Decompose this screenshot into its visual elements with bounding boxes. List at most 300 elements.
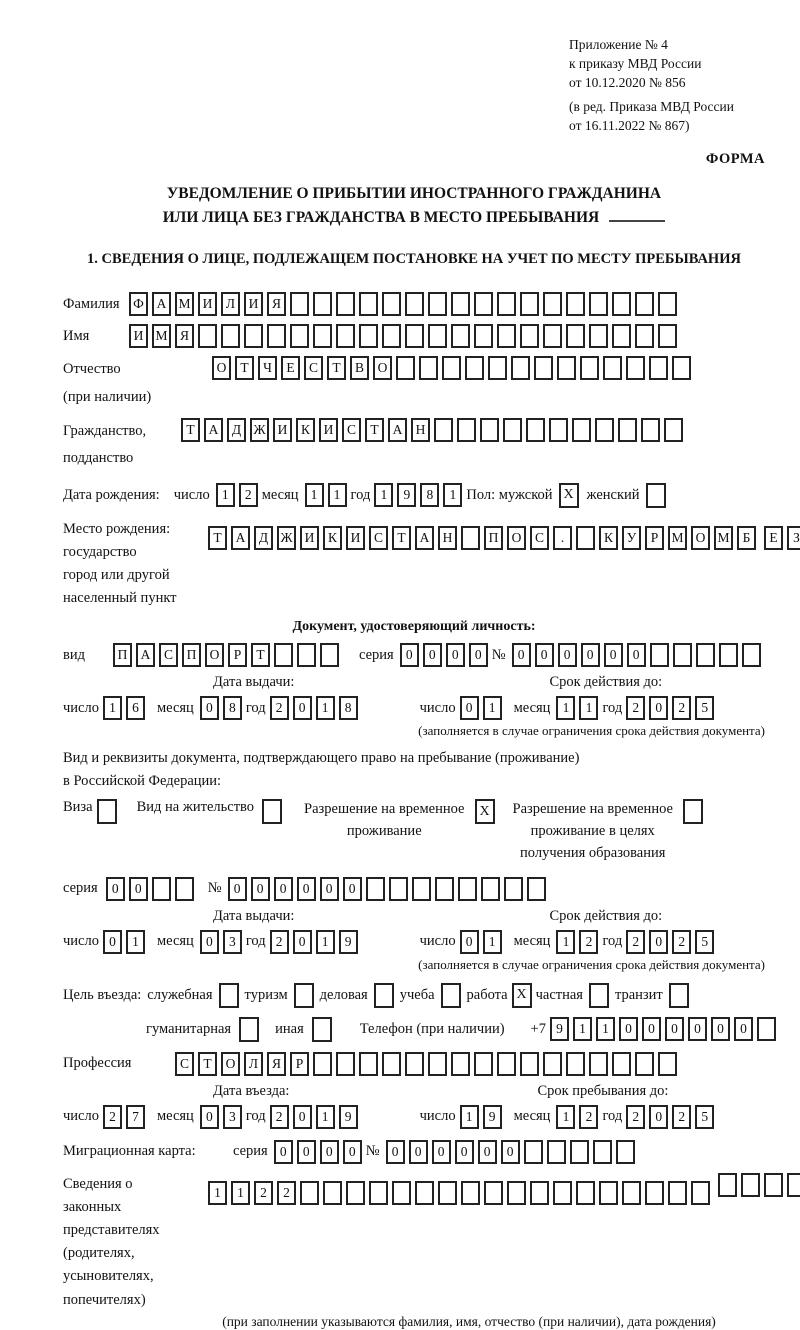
form-cell[interactable]: 0 [619,1017,638,1041]
form-cell[interactable] [527,877,546,901]
form-cell[interactable]: Р [228,643,247,667]
form-cell[interactable]: Р [290,1052,309,1076]
form-cell[interactable]: Т [208,526,227,550]
form-cell[interactable]: 2 [672,696,691,720]
form-cell[interactable]: И [244,292,263,316]
form-cell[interactable] [576,526,595,550]
form-cell[interactable]: 0 [129,877,148,901]
form-cell[interactable]: С [369,526,388,550]
form-cell[interactable]: Т [181,418,200,442]
form-cell[interactable]: И [319,418,338,442]
form-cell[interactable] [719,643,738,667]
form-cell[interactable]: 0 [386,1140,405,1164]
form-cell[interactable] [458,877,477,901]
form-cell[interactable]: 2 [626,696,645,720]
form-cell[interactable] [543,292,562,316]
form-cell[interactable] [474,292,493,316]
form-cell[interactable]: 8 [223,696,242,720]
form-cell[interactable] [764,1173,783,1197]
form-cell[interactable] [451,1052,470,1076]
form-cell[interactable]: И [198,292,217,316]
form-cell[interactable] [503,418,522,442]
purpose-service-checkbox[interactable] [219,983,239,1008]
form-cell[interactable]: П [484,526,503,550]
form-cell[interactable]: 0 [649,696,668,720]
form-cell[interactable]: О [507,526,526,550]
form-cell[interactable]: 0 [400,643,419,667]
form-cell[interactable]: И [273,418,292,442]
form-cell[interactable]: 0 [293,1105,312,1129]
form-cell[interactable] [366,877,385,901]
form-cell[interactable]: 1 [460,1105,479,1129]
form-cell[interactable] [524,1140,543,1164]
form-cell[interactable] [480,418,499,442]
form-cell[interactable] [742,643,761,667]
form-cell[interactable]: 5 [695,696,714,720]
form-cell[interactable]: 3 [223,1105,242,1129]
form-cell[interactable]: 0 [200,696,219,720]
form-cell[interactable] [511,356,530,380]
form-cell[interactable]: Р [645,526,664,550]
form-cell[interactable]: 0 [649,1105,668,1129]
form-cell[interactable] [658,324,677,348]
form-cell[interactable]: Я [175,324,194,348]
form-cell[interactable] [668,1181,687,1205]
form-cell[interactable]: 1 [316,1105,335,1129]
form-cell[interactable]: 0 [297,1140,316,1164]
form-cell[interactable] [428,1052,447,1076]
form-cell[interactable] [566,292,585,316]
form-cell[interactable]: Т [327,356,346,380]
form-cell[interactable] [589,324,608,348]
form-cell[interactable]: Ф [129,292,148,316]
form-cell[interactable]: Я [267,1052,286,1076]
purpose-transit-checkbox[interactable] [669,983,689,1008]
form-cell[interactable] [438,1181,457,1205]
form-cell[interactable] [198,324,217,348]
form-cell[interactable] [549,418,568,442]
form-cell[interactable] [520,324,539,348]
form-cell[interactable]: 0 [512,643,531,667]
form-cell[interactable] [645,1181,664,1205]
form-cell[interactable] [566,324,585,348]
form-cell[interactable]: С [304,356,323,380]
form-cell[interactable]: 1 [596,1017,615,1041]
form-cell[interactable]: 1 [126,930,145,954]
form-cell[interactable] [382,324,401,348]
form-cell[interactable]: А [231,526,250,550]
form-cell[interactable] [557,356,576,380]
form-cell[interactable]: 0 [734,1017,753,1041]
form-cell[interactable] [570,1140,589,1164]
form-cell[interactable]: П [113,643,132,667]
form-cell[interactable]: О [205,643,224,667]
form-cell[interactable]: 0 [558,643,577,667]
form-cell[interactable]: Д [254,526,273,550]
purpose-tourism-checkbox[interactable] [294,983,314,1008]
form-cell[interactable]: 5 [695,930,714,954]
form-cell[interactable] [313,1052,332,1076]
form-cell[interactable] [497,1052,516,1076]
form-cell[interactable]: С [159,643,178,667]
form-cell[interactable]: 0 [274,1140,293,1164]
temp-residence-education-checkbox[interactable] [683,799,703,824]
form-cell[interactable] [649,356,668,380]
purpose-other-checkbox[interactable] [312,1017,332,1042]
form-cell[interactable] [461,526,480,550]
form-cell[interactable]: С [342,418,361,442]
form-cell[interactable] [382,292,401,316]
form-cell[interactable] [428,292,447,316]
form-cell[interactable] [576,1181,595,1205]
form-cell[interactable] [691,1181,710,1205]
form-cell[interactable]: 0 [293,696,312,720]
form-cell[interactable] [336,1052,355,1076]
form-cell[interactable] [526,418,545,442]
sex-female-checkbox[interactable] [646,483,666,508]
form-cell[interactable]: 1 [328,483,347,507]
form-cell[interactable] [465,356,484,380]
form-cell[interactable]: 1 [216,483,235,507]
form-cell[interactable]: Т [365,418,384,442]
form-cell[interactable] [543,1052,562,1076]
form-cell[interactable] [405,1052,424,1076]
purpose-private-checkbox[interactable] [589,983,609,1008]
form-cell[interactable]: С [530,526,549,550]
form-cell[interactable]: В [350,356,369,380]
form-cell[interactable]: 5 [695,1105,714,1129]
form-cell[interactable]: Л [244,1052,263,1076]
form-cell[interactable]: У [622,526,641,550]
form-cell[interactable] [757,1017,776,1041]
form-cell[interactable] [658,292,677,316]
form-cell[interactable]: 0 [320,877,339,901]
form-cell[interactable]: Т [235,356,254,380]
form-cell[interactable] [290,324,309,348]
form-cell[interactable] [595,418,614,442]
form-cell[interactable]: Т [198,1052,217,1076]
form-cell[interactable]: З [787,526,800,550]
form-cell[interactable]: 2 [103,1105,122,1129]
form-cell[interactable] [673,643,692,667]
form-cell[interactable] [626,356,645,380]
form-cell[interactable]: Л [221,292,240,316]
form-cell[interactable] [718,1173,737,1197]
form-cell[interactable]: Е [764,526,783,550]
form-cell[interactable] [484,1181,503,1205]
form-cell[interactable] [672,356,691,380]
form-cell[interactable]: 0 [200,1105,219,1129]
form-cell[interactable]: 2 [270,696,289,720]
form-cell[interactable] [635,324,654,348]
form-cell[interactable] [553,1181,572,1205]
form-cell[interactable] [616,1140,635,1164]
form-cell[interactable]: 2 [270,1105,289,1129]
form-cell[interactable] [392,1181,411,1205]
form-cell[interactable] [593,1140,612,1164]
form-cell[interactable]: 1 [483,696,502,720]
form-cell[interactable] [442,356,461,380]
form-cell[interactable] [580,356,599,380]
form-cell[interactable]: 1 [316,696,335,720]
form-cell[interactable]: 2 [626,1105,645,1129]
form-cell[interactable] [336,324,355,348]
form-cell[interactable]: 1 [579,696,598,720]
form-cell[interactable] [313,324,332,348]
form-cell[interactable] [664,418,683,442]
form-cell[interactable] [696,643,715,667]
form-cell[interactable] [474,1052,493,1076]
form-cell[interactable] [741,1173,760,1197]
form-cell[interactable]: 2 [270,930,289,954]
form-cell[interactable] [612,292,631,316]
form-cell[interactable] [520,1052,539,1076]
form-cell[interactable] [481,877,500,901]
form-cell[interactable]: 0 [251,877,270,901]
form-cell[interactable]: 0 [200,930,219,954]
form-cell[interactable] [461,1181,480,1205]
form-cell[interactable]: 0 [688,1017,707,1041]
form-cell[interactable]: 0 [343,877,362,901]
form-cell[interactable] [474,324,493,348]
form-cell[interactable]: К [599,526,618,550]
form-cell[interactable]: 0 [478,1140,497,1164]
form-cell[interactable]: С [175,1052,194,1076]
form-cell[interactable]: 1 [573,1017,592,1041]
form-cell[interactable]: А [415,526,434,550]
form-cell[interactable]: 1 [556,696,575,720]
form-cell[interactable] [389,877,408,901]
form-cell[interactable]: О [691,526,710,550]
form-cell[interactable] [572,418,591,442]
form-cell[interactable]: 1 [374,483,393,507]
form-cell[interactable] [650,643,669,667]
form-cell[interactable] [274,643,293,667]
form-cell[interactable]: 2 [672,930,691,954]
form-cell[interactable]: Я [267,292,286,316]
form-cell[interactable] [530,1181,549,1205]
form-cell[interactable]: 0 [469,643,488,667]
form-cell[interactable]: 0 [432,1140,451,1164]
form-cell[interactable]: 2 [277,1181,296,1205]
form-cell[interactable] [346,1181,365,1205]
form-cell[interactable]: М [175,292,194,316]
form-cell[interactable] [658,1052,677,1076]
purpose-work-checkbox[interactable]: X [512,983,532,1008]
form-cell[interactable] [599,1181,618,1205]
form-cell[interactable]: 1 [556,930,575,954]
form-cell[interactable]: 1 [556,1105,575,1129]
form-cell[interactable]: М [668,526,687,550]
form-cell[interactable]: 0 [711,1017,730,1041]
form-cell[interactable] [589,292,608,316]
form-cell[interactable]: 0 [535,643,554,667]
form-cell[interactable]: М [714,526,733,550]
form-cell[interactable]: 2 [254,1181,273,1205]
form-cell[interactable]: А [388,418,407,442]
form-cell[interactable]: 3 [223,930,242,954]
form-cell[interactable]: 1 [208,1181,227,1205]
form-cell[interactable] [488,356,507,380]
form-cell[interactable]: 8 [339,696,358,720]
form-cell[interactable]: 0 [665,1017,684,1041]
sex-male-checkbox[interactable]: X [559,483,579,508]
form-cell[interactable] [359,292,378,316]
form-cell[interactable]: 0 [343,1140,362,1164]
form-cell[interactable] [405,324,424,348]
form-cell[interactable]: 2 [239,483,258,507]
form-cell[interactable]: 0 [103,930,122,954]
form-cell[interactable] [221,324,240,348]
form-cell[interactable] [336,292,355,316]
form-cell[interactable] [520,292,539,316]
form-cell[interactable]: 0 [649,930,668,954]
form-cell[interactable] [415,1181,434,1205]
form-cell[interactable] [323,1181,342,1205]
form-cell[interactable] [603,356,622,380]
form-cell[interactable]: . [553,526,572,550]
form-cell[interactable] [405,292,424,316]
form-cell[interactable]: 0 [455,1140,474,1164]
form-cell[interactable]: 0 [423,643,442,667]
form-cell[interactable]: 0 [297,877,316,901]
form-cell[interactable] [435,877,454,901]
form-cell[interactable] [589,1052,608,1076]
form-cell[interactable]: 0 [320,1140,339,1164]
form-cell[interactable]: К [323,526,342,550]
form-cell[interactable]: 6 [126,696,145,720]
form-cell[interactable] [451,292,470,316]
form-cell[interactable] [359,1052,378,1076]
form-cell[interactable]: 0 [642,1017,661,1041]
form-cell[interactable]: 9 [397,483,416,507]
form-cell[interactable]: 0 [604,643,623,667]
form-cell[interactable]: 2 [626,930,645,954]
form-cell[interactable] [507,1181,526,1205]
form-cell[interactable] [320,643,339,667]
form-cell[interactable] [622,1181,641,1205]
form-cell[interactable]: 1 [483,930,502,954]
form-cell[interactable]: 0 [460,930,479,954]
form-cell[interactable]: 9 [339,930,358,954]
form-cell[interactable]: Т [392,526,411,550]
form-cell[interactable] [300,1181,319,1205]
form-cell[interactable]: 1 [443,483,462,507]
form-cell[interactable]: О [212,356,231,380]
form-cell[interactable]: 0 [293,930,312,954]
form-cell[interactable]: 0 [581,643,600,667]
form-cell[interactable] [534,356,553,380]
form-cell[interactable]: 0 [106,877,125,901]
form-cell[interactable] [635,292,654,316]
form-cell[interactable] [497,324,516,348]
form-cell[interactable]: И [346,526,365,550]
form-cell[interactable]: 2 [579,930,598,954]
form-cell[interactable] [434,418,453,442]
form-cell[interactable]: О [373,356,392,380]
form-cell[interactable]: И [300,526,319,550]
form-cell[interactable] [313,292,332,316]
form-cell[interactable]: 9 [483,1105,502,1129]
purpose-humanitarian-checkbox[interactable] [239,1017,259,1042]
form-cell[interactable]: 8 [420,483,439,507]
form-cell[interactable]: А [136,643,155,667]
form-cell[interactable] [566,1052,585,1076]
form-cell[interactable] [382,1052,401,1076]
form-cell[interactable] [612,1052,631,1076]
form-cell[interactable]: 0 [501,1140,520,1164]
form-cell[interactable] [787,1173,800,1197]
form-cell[interactable]: 1 [231,1181,250,1205]
form-cell[interactable] [244,324,263,348]
form-cell[interactable] [451,324,470,348]
form-cell[interactable] [175,877,194,901]
form-cell[interactable]: 0 [274,877,293,901]
form-cell[interactable]: 0 [627,643,646,667]
form-cell[interactable]: М [152,324,171,348]
form-cell[interactable]: Б [737,526,756,550]
form-cell[interactable] [359,324,378,348]
form-cell[interactable]: 9 [339,1105,358,1129]
visa-checkbox[interactable] [97,799,117,824]
form-cell[interactable]: Н [411,418,430,442]
form-cell[interactable] [547,1140,566,1164]
form-cell[interactable]: 9 [550,1017,569,1041]
form-cell[interactable]: Ч [258,356,277,380]
form-cell[interactable] [267,324,286,348]
form-cell[interactable] [497,292,516,316]
residence-permit-checkbox[interactable] [262,799,282,824]
form-cell[interactable]: 0 [446,643,465,667]
form-cell[interactable]: Т [251,643,270,667]
form-cell[interactable]: 0 [409,1140,428,1164]
form-cell[interactable]: 0 [228,877,247,901]
form-cell[interactable]: П [182,643,201,667]
form-cell[interactable] [457,418,476,442]
form-cell[interactable]: 7 [126,1105,145,1129]
form-cell[interactable] [297,643,316,667]
form-cell[interactable] [412,877,431,901]
form-cell[interactable]: 2 [672,1105,691,1129]
form-cell[interactable]: Ж [277,526,296,550]
form-cell[interactable] [369,1181,388,1205]
form-cell[interactable] [504,877,523,901]
form-cell[interactable]: Д [227,418,246,442]
form-cell[interactable]: А [152,292,171,316]
temp-residence-checkbox[interactable]: X [475,799,495,824]
form-cell[interactable]: 1 [316,930,335,954]
form-cell[interactable] [618,418,637,442]
form-cell[interactable] [635,1052,654,1076]
purpose-study-checkbox[interactable] [441,983,461,1008]
form-cell[interactable] [641,418,660,442]
form-cell[interactable]: О [221,1052,240,1076]
form-cell[interactable] [428,324,447,348]
form-cell[interactable] [419,356,438,380]
form-cell[interactable] [543,324,562,348]
form-cell[interactable]: Н [438,526,457,550]
form-cell[interactable]: И [129,324,148,348]
form-cell[interactable] [290,292,309,316]
form-cell[interactable] [612,324,631,348]
form-cell[interactable]: 0 [460,696,479,720]
form-cell[interactable]: 1 [103,696,122,720]
form-cell[interactable]: Е [281,356,300,380]
form-cell[interactable]: К [296,418,315,442]
form-cell[interactable] [396,356,415,380]
purpose-business-checkbox[interactable] [374,983,394,1008]
form-cell[interactable]: 1 [305,483,324,507]
